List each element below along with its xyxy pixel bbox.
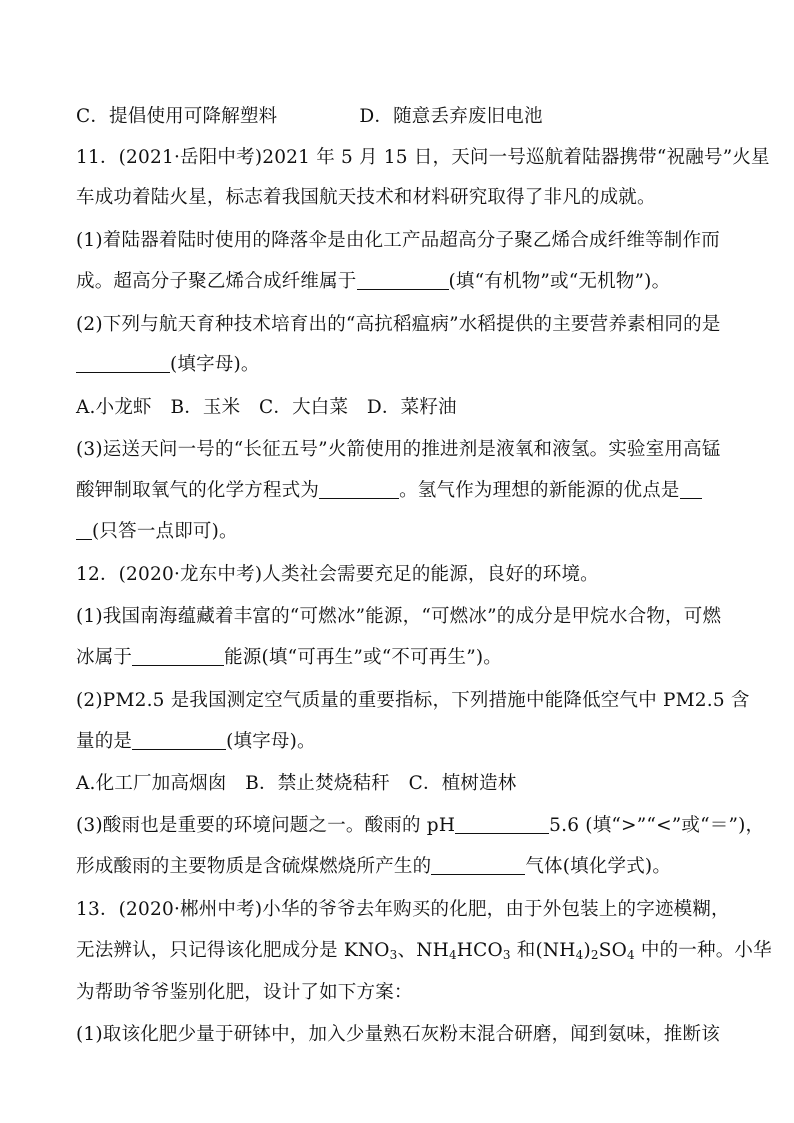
question-13-stem-cont: 无法辨认，只记得该化肥成分是 $KNO_3$、$NH_4HCO_3$ 和$(NH_4)_2SO_4$ 中的一种。小华: [76, 940, 772, 962]
q11-part3-cont: 酸钾制取氧气的化学方程式为 。氢气作为理想的新能源的优点是: [76, 479, 734, 503]
question-12-stem: 12．(2020·龙东中考)人类社会需要充足的能源，良好的环境。: [76, 564, 599, 585]
answer-blank[interactable]: [680, 480, 702, 499]
question-13-stem: 13．(2020·郴州中考)小华的爷爷去年购买的化肥，由于外包装上的字迹模糊，: [76, 899, 730, 920]
answer-blank[interactable]: [76, 354, 170, 373]
q13-part1: (1)取该化肥少量于研钵中，加入少量熟石灰粉末混合研磨，闻到氨味，推断该: [76, 1024, 720, 1045]
q12-part1-cont: 冰属于 能源(填“可再生”或“不可再生”)。: [76, 647, 502, 668]
option-line: [76, 105, 734, 129]
question-11-stem-cont: 车成功着陆火星，标志着我国航天技术和材料研究取得了非凡的成就。: [76, 187, 656, 208]
answer-blank[interactable]: [76, 521, 92, 540]
q11-part1-cont: 成。超高分子聚乙烯合成纤维属于 (填“有机物”或“无机物”)。: [76, 271, 671, 292]
q12-part3: (3)酸雨也是重要的环境问题之一。酸雨的 pH 5.6 (填“>”“<”或“＝”)，: [76, 815, 765, 836]
option-d: D．随意丢弃废旧电池: [359, 106, 543, 127]
question-11-stem: 11．(2021·岳阳中考)2021 年 5 月 15 日，天问一号巡航着陆器携带“祝融号”火星: [76, 147, 770, 168]
q11-part2-options: A.小龙虾 B．玉米 C．大白菜 D．菜籽油: [76, 397, 457, 418]
q11-part3-cont2: (只答一点即可)。: [76, 520, 734, 544]
q11-part1: (1)着陆器着陆时使用的降落伞是由化工产品超高分子聚乙烯合成纤维等制作而: [76, 230, 720, 251]
q12-part2-options: A.化工厂加高烟囱 B．禁止焚烧秸秆 C．植树造林: [76, 773, 517, 794]
q11-part2-cont: (填字母)。: [76, 353, 734, 377]
answer-blank[interactable]: [431, 856, 525, 875]
q12-part1: (1)我国南海蕴藏着丰富的“可燃冰”能源，“可燃冰”的成分是甲烷水合物，可燃: [76, 606, 722, 627]
option-c: C．提倡使用可降解塑料: [76, 106, 278, 127]
answer-blank[interactable]: [132, 647, 224, 666]
q11-part3: (3)运送天问一号的“长征五号”火箭使用的推进剂是液氧和液氢。实验室用高锰: [76, 439, 721, 460]
answer-blank[interactable]: [455, 815, 549, 834]
answer-blank[interactable]: [319, 480, 399, 499]
answer-blank[interactable]: [132, 731, 226, 750]
q11-part2: (2)下列与航天育种技术培育出的“高抗稻瘟病”水稻提供的主要营养素相同的是: [76, 314, 721, 335]
question-13-stem-cont2: 为帮助爷爷鉴别化肥，设计了如下方案：: [76, 982, 413, 1003]
q12-part3-cont: 形成酸雨的主要物质是含硫煤燃烧所产生的 气体(填化学式)。: [76, 856, 672, 877]
q12-part2-cont: 量的是 (填字母)。: [76, 731, 316, 752]
answer-blank[interactable]: [357, 271, 449, 290]
q12-part2: (2)PM2.5 是我国测定空气质量的重要指标，下列措施中能降低空气中 PM2.5 含: [76, 690, 750, 711]
